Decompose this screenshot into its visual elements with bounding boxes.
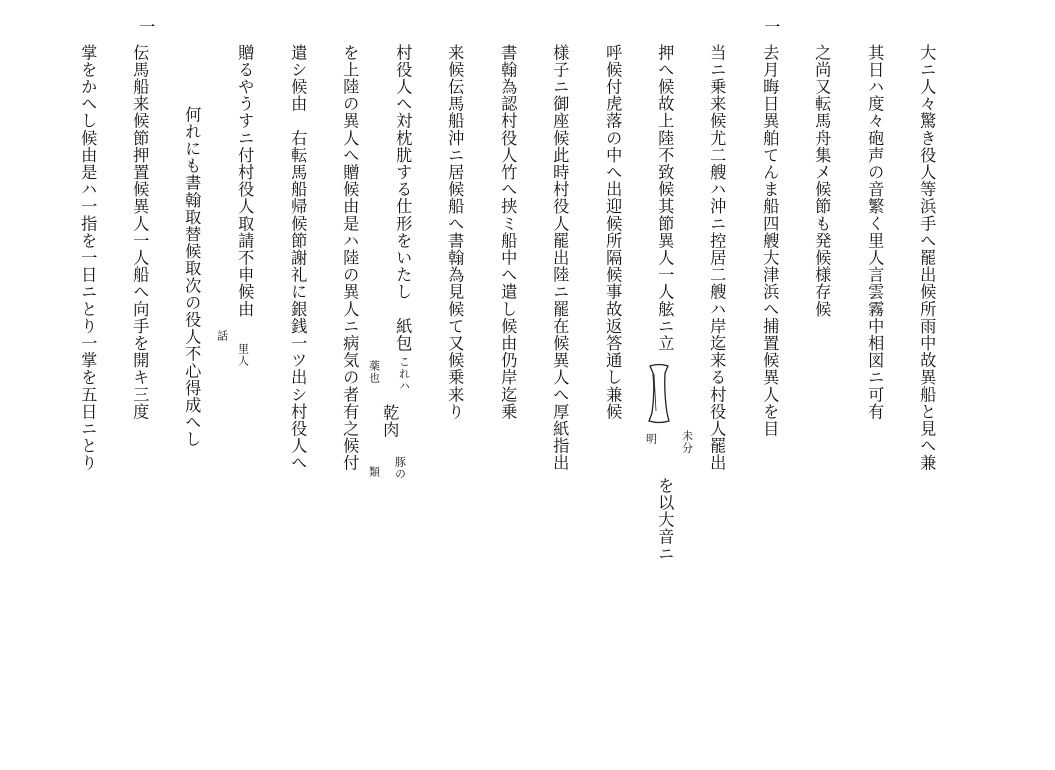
text-line-16: 伝馬船来候節押置候異人一人船へ向手を開キ三度 — [130, 44, 150, 421]
text-line-10: 来候伝馬船沖ニ居候船へ書翰為見候て又候乗来り — [445, 44, 465, 421]
text-line-13: 遣シ候由 右転馬船帰候節謝礼に銀銭一ツ出シ村役人へ — [288, 44, 308, 472]
item-mark-2: 一 — [136, 18, 156, 35]
text-line-17: 掌をかへし候由是ハ一指を一日ニとり一掌を五日ニとり — [78, 44, 98, 472]
text-line-3: 之尚又転馬舟集メ候節も発候様存候 — [812, 44, 832, 318]
note-meat-bottom: 薬也 — [367, 360, 381, 384]
note-villager-top: 里人 — [236, 343, 250, 367]
text-line-1: 大ニ人々驚き役人等浜手へ罷出候所雨中故異船と見へ兼 — [917, 44, 937, 472]
text-line-15: 何れにも書翰取替候取次の役人不心得成へし — [182, 106, 202, 448]
text-line-6-head: 押へ候故上陸不致候其節異人一人舷ニ立 — [655, 44, 675, 352]
text-line-12: を上陸の異人へ贈候由是ハ陸の異人ニ病気の者有之候付 — [340, 44, 360, 472]
text-line-11-head: 村役人へ対枕肬する仕形をいたし 紙包 — [393, 44, 413, 352]
note-pig-top: 豚の — [393, 456, 407, 480]
note-villager-bottom: 話 — [215, 330, 229, 342]
text-line-11-tail: 乾肉 — [380, 404, 400, 439]
text-line-4: 去月晦日異舶てんま船四艘大津浜へ捕置候異人を目 — [760, 44, 780, 438]
note-vessel-left: 未分 — [680, 430, 694, 454]
note-vessel-right: 明 — [644, 433, 658, 445]
note-pig-bottom: 類 — [367, 466, 381, 478]
text-line-9: 書翰為認村役人竹へ挟ミ船中へ遣し候由仍岸迄乗 — [498, 44, 518, 421]
text-line-6-tail: を以大音ニ — [655, 477, 675, 563]
note-meat-top: これハ — [397, 356, 411, 392]
item-mark-1: 一 — [761, 18, 781, 35]
text-line-7: 呼候付虎落の中へ出迎候所隔候事故返答通し兼候 — [603, 44, 623, 421]
text-line-8: 様子ニ御座候此時村役人罷出陸ニ罷在候異人へ厚紙指出 — [550, 44, 570, 472]
vessel-sketch — [646, 363, 672, 425]
text-line-14: 贈るやうすニ付村役人取請不申候由 — [235, 44, 255, 318]
text-line-2: 其日ハ度々砲声の音繁く里人言雲霧中相図ニ可有 — [865, 44, 885, 421]
text-line-5: 当ニ乗来候尤二艘ハ沖ニ控居二艘ハ岸迄来る村役人罷出 — [707, 44, 727, 472]
